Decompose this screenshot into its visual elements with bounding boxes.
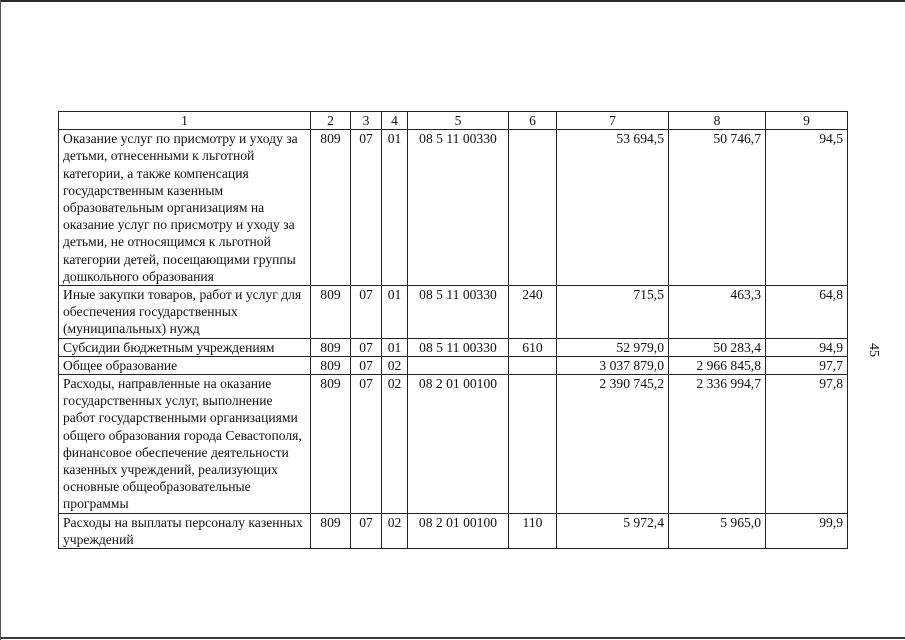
cell-target-article: 08 5 11 00330 <box>408 286 509 339</box>
cell-ministry: 809 <box>311 375 351 514</box>
cell-col9: 94,9 <box>766 338 848 356</box>
cell-section: 07 <box>351 286 382 339</box>
cell-expense-type <box>509 130 557 286</box>
cell-subsection: 01 <box>382 338 408 356</box>
cell-section: 07 <box>351 356 382 374</box>
cell-col9: 97,8 <box>766 375 848 514</box>
cell-expense-type <box>509 375 557 514</box>
cell-subsection: 02 <box>382 513 408 548</box>
row-name: Субсидии бюджетным учреждениям <box>59 338 311 356</box>
cell-col7: 2 390 745,2 <box>557 375 669 514</box>
table-row <box>59 356 848 374</box>
cell-subsection: 01 <box>382 130 408 286</box>
table-row <box>59 375 848 514</box>
cell-section: 07 <box>351 130 382 286</box>
cell-ministry: 809 <box>311 130 351 286</box>
scan-edge-top <box>0 0 905 2</box>
header-cell: 2 <box>311 112 351 130</box>
table-row <box>59 286 848 339</box>
cell-col9: 64,8 <box>766 286 848 339</box>
table-row <box>59 130 848 286</box>
header-cell: 4 <box>382 112 408 130</box>
cell-col8: 50 283,4 <box>669 338 766 356</box>
cell-target-article <box>408 356 509 374</box>
cell-subsection: 02 <box>382 356 408 374</box>
budget-table <box>58 111 848 549</box>
cell-ministry: 809 <box>311 338 351 356</box>
cell-ministry: 809 <box>311 513 351 548</box>
cell-target-article: 08 5 11 00330 <box>408 130 509 286</box>
cell-col8: 2 336 994,7 <box>669 375 766 514</box>
cell-expense-type: 240 <box>509 286 557 339</box>
cell-subsection: 01 <box>382 286 408 339</box>
header-cell: 6 <box>509 112 557 130</box>
cell-col8: 5 965,0 <box>669 513 766 548</box>
header-row <box>59 112 848 130</box>
cell-expense-type: 610 <box>509 338 557 356</box>
cell-col7: 715,5 <box>557 286 669 339</box>
header-cell: 5 <box>408 112 509 130</box>
cell-ministry: 809 <box>311 286 351 339</box>
cell-col7: 52 979,0 <box>557 338 669 356</box>
page-number: 45 <box>866 343 881 357</box>
scan-edge-left <box>0 0 1 640</box>
cell-section: 07 <box>351 513 382 548</box>
row-name: Общее образование <box>59 356 311 374</box>
cell-col7: 53 694,5 <box>557 130 669 286</box>
header-cell: 7 <box>557 112 669 130</box>
row-name: Иные закупки товаров, работ и услуг для обеспечения государственных (муниципальных) нужд <box>59 286 311 339</box>
row-name: Оказание услуг по присмотру и уходу за детьми, отнесенными к льготной категории, а также компенсация государственным казенным образовательным организациям на оказание услуг по присмотру и уходу за детьми, не относящимся к льготной категории детей, посещающими группы дошкольного образования <box>59 130 311 286</box>
cell-ministry: 809 <box>311 356 351 374</box>
table-row <box>59 513 848 548</box>
cell-col9: 94,5 <box>766 130 848 286</box>
cell-target-article: 08 2 01 00100 <box>408 375 509 514</box>
cell-col8: 50 746,7 <box>669 130 766 286</box>
cell-expense-type: 110 <box>509 513 557 548</box>
header-cell: 1 <box>59 112 311 130</box>
cell-col9: 97,7 <box>766 356 848 374</box>
cell-expense-type <box>509 356 557 374</box>
cell-section: 07 <box>351 375 382 514</box>
row-name: Расходы, направленные на оказание государственных услуг, выполнение работ государственными организациями общего образования города Севастополя, финансовое обеспечение деятельности казенных учреждений, реализующих основные общеобразовательные программы <box>59 375 311 514</box>
table-row <box>59 338 848 356</box>
header-cell: 3 <box>351 112 382 130</box>
row-name: Расходы на выплаты персоналу казенных учреждений <box>59 513 311 548</box>
cell-section: 07 <box>351 338 382 356</box>
cell-target-article: 08 2 01 00100 <box>408 513 509 548</box>
header-cell: 9 <box>766 112 848 130</box>
cell-subsection: 02 <box>382 375 408 514</box>
cell-target-article: 08 5 11 00330 <box>408 338 509 356</box>
cell-col7: 3 037 879,0 <box>557 356 669 374</box>
header-cell: 8 <box>669 112 766 130</box>
scan-edge-bottom <box>0 637 905 639</box>
cell-col8: 463,3 <box>669 286 766 339</box>
cell-col8: 2 966 845,8 <box>669 356 766 374</box>
cell-col7: 5 972,4 <box>557 513 669 548</box>
cell-col9: 99,9 <box>766 513 848 548</box>
